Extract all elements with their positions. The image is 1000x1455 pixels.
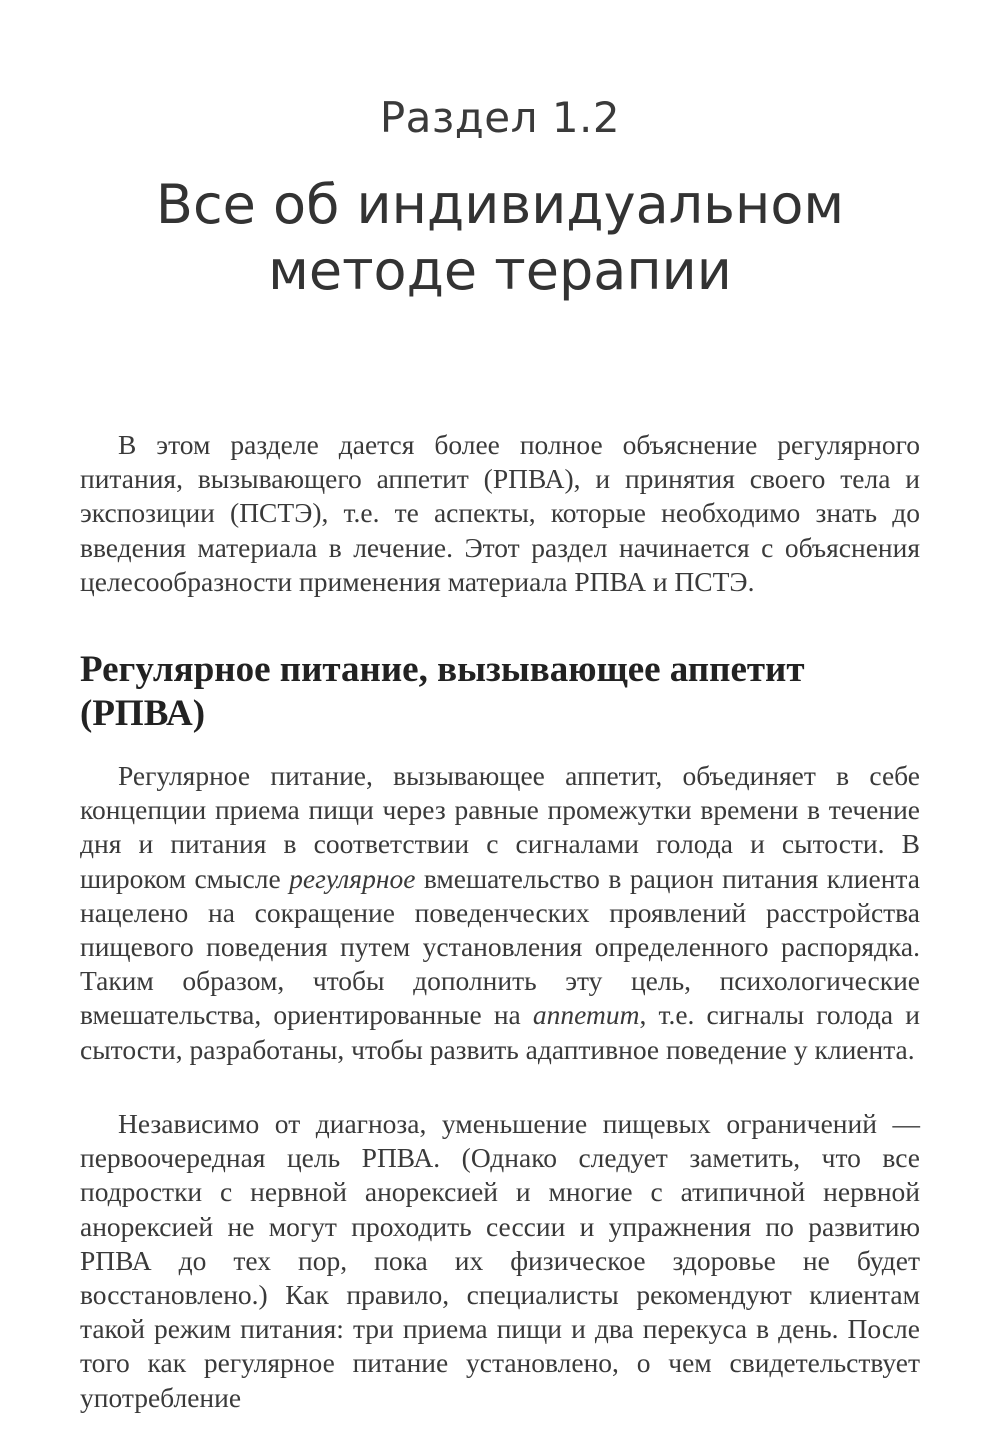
section-title	[0, 172, 1000, 304]
emphasis-appetite: аппетит	[532, 999, 640, 1031]
paragraph-1-text-c: , т.е. сигналы голода и сытости, разработаны, чтобы развить адаптивное поведение у клиента.	[80, 999, 920, 1065]
emphasis-regular: регулярное	[289, 862, 416, 894]
subsection-heading-line-2: (РПВА)	[80, 693, 206, 734]
section-title-line-1: Все об индивидуальном	[155, 173, 845, 236]
section-title-line-2: методе терапии	[268, 239, 732, 302]
paragraph-1-text-a: Регулярное питание, вызывающее аппетит, объединяет в себе концепции приема пищи через равные промежутки времени в течение дня и питания в соответствии с сигналами голода и сытости. В широком смысле	[80, 760, 920, 894]
subsection-heading	[80, 648, 940, 736]
intro-paragraph: В этом разделе дается более полное объяснение регулярного питания, вызывающего аппетит (РПВА), и принятия своего тела и экспозиции (ПСТЭ), т.е. те аспекты, которые необходимо знать до введения материала в лечение. Этот раздел начинается с объяснения целесообразности применения материала РПВА и ПСТЭ.	[80, 429, 920, 597]
subsection-heading-line-1: Регулярное питание, вызывающее аппетит	[80, 649, 805, 690]
section-number: Раздел 1.2	[379, 93, 621, 142]
paragraph-1-text-b: вмешательство в рацион питания клиента нацелено на сокращение поведенческих проявлений расстройства пищевого поведения путем установления определенного распорядка. Таким образом, чтобы дополнить эту цель, психологические вмешательства, ориентированные на	[80, 862, 920, 1031]
body-paragraph-2: Независимо от диагноза, уменьшение пищевых ограничений — первоочередная цель РПВА. (Однако следует заметить, что все подростки с нервной анорексией и многие с атипичной нервной анорексией не могут проходить сессии и упражнения по развитию РПВА до тех пор, пока их физическое здоровье не будет восстановлено.) Как правило, специалисты рекомендуют клиентам такой режим питания: три приема пищи и два перекуса в день. После того как регулярное питание установлено, о чем свидетельствует употребление	[80, 1108, 920, 1413]
body-paragraph-1	[80, 759, 920, 1067]
